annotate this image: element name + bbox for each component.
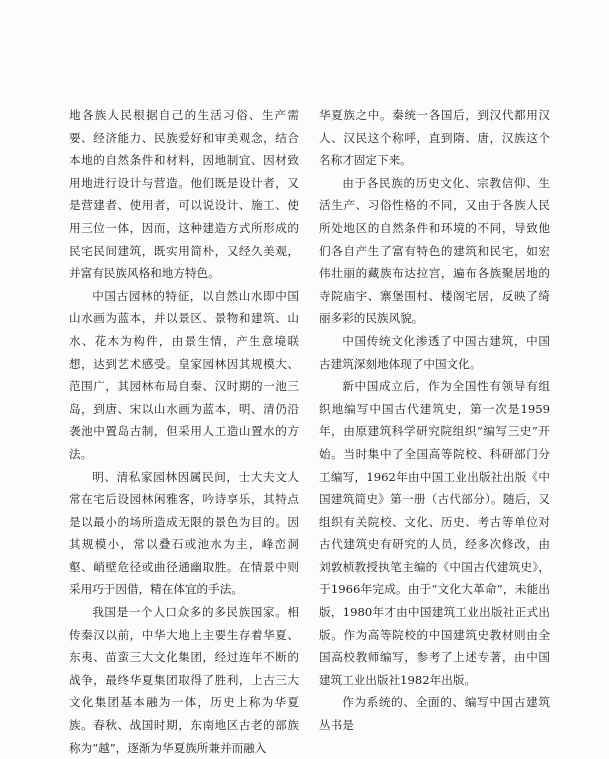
left-text-column (69, 104, 299, 759)
paragraph: 中国古园林的特征，以自然山水即中国山水画为蓝本，并以景区、景物和建筑、山水、花木为构件，由景生情，产生意境联想，达到艺术感受。皇家园林因其规模大、范围广，其园林布局自秦、汉时期的一池三岛，到唐、宋以山水画为蓝本，明、清仍沿袭池中置岛古制，但采用人工造山置水的方法。 (69, 288, 299, 461)
right-text-column (319, 104, 550, 737)
paragraph: 明、清私家园林因属民间，士大夫文人常在宅后设园林闲雅客，吟诗享乐，其特点是以最小的场所造成无限的景色为目的。因其规模小，常以叠石或池水为主，峰峦洞壑、峭壁危径或曲径通幽取胜。在情景中则采用巧于因借，精在体宜的手法。 (69, 469, 299, 597)
paragraph: 我国是一个人口众多的多民族国家。相传秦汉以前，中华大地上主要生存着华夏、东夷、苗蛮三大文化集团，经过连年不断的战争，最终华夏集团取得了胜利，上古三大文化集团基本融为一体，历史上称为华夏族。春秋、战国时期，东南地区古老的部族称为“越”，逐渐为华夏族所兼并而融入 (69, 605, 299, 755)
paragraph: 作为系统的、全面的、编写中国古建筑丛书是 (319, 695, 550, 733)
paragraph: 由于各民族的历史文化、宗教信仰、生活生产、习俗性格的不同，又由于各族人民所处地区的自然条件和环境的不同，导致他们各自产生了富有特色的建筑和民宅，如宏伟壮丽的藏族布达拉宫，遍布各族聚居地的寺院庙宇、寨堡围村、楼阁宅居，反映了绮丽多彩的民族风貌。 (319, 175, 550, 326)
paragraph: 新中国成立后，作为全国性有领导有组织地编写中国古代建筑史，第一次是1959年，由原建筑科学研究院组织“编写三史”开始。当时集中了全国高等院校、科研部门分工编写，1962年由中国工业出版社出版《中国建筑简史》第一册（古代部分）。随后，又组织有关院校、文化、历史、考古等单位对古代建筑史有研究的人员，经多次修改，由刘敦桢教授执笔主编的《中国古代建筑史》，于1966年完成。由于“文化大革命”，未能出版，1980年才由中国建筑工业出版社正式出版。作为高等院校的中国建筑史教材则由全国高校教师编写，参考了上述专著，由中国建筑工业出版社1982年出版。 (319, 379, 550, 687)
paragraph: 地各族人民根据自己的生活习俗、生产需要、经济能力、民族爱好和审美观念，结合本地的自然条件和材料，因地制宜、因材致用地进行设计与营造。他们既是设计者，又是营建者、使用者，可以说设计、施工、使用三位一体，因而，这种建造方式所形成的民宅民间建筑，既实用简朴，又经久美观，并富有民族风格和地方特色。 (69, 108, 299, 281)
paragraph: 华夏族之中。秦统一各国后，到汉代都用汉人、汉民这个称呼，直到隋、唐，汉族这个名称才固定下来。 (319, 108, 550, 168)
paragraph: 中国传统文化渗透了中国古建筑，中国古建筑深刻地体现了中国文化。 (319, 333, 550, 371)
